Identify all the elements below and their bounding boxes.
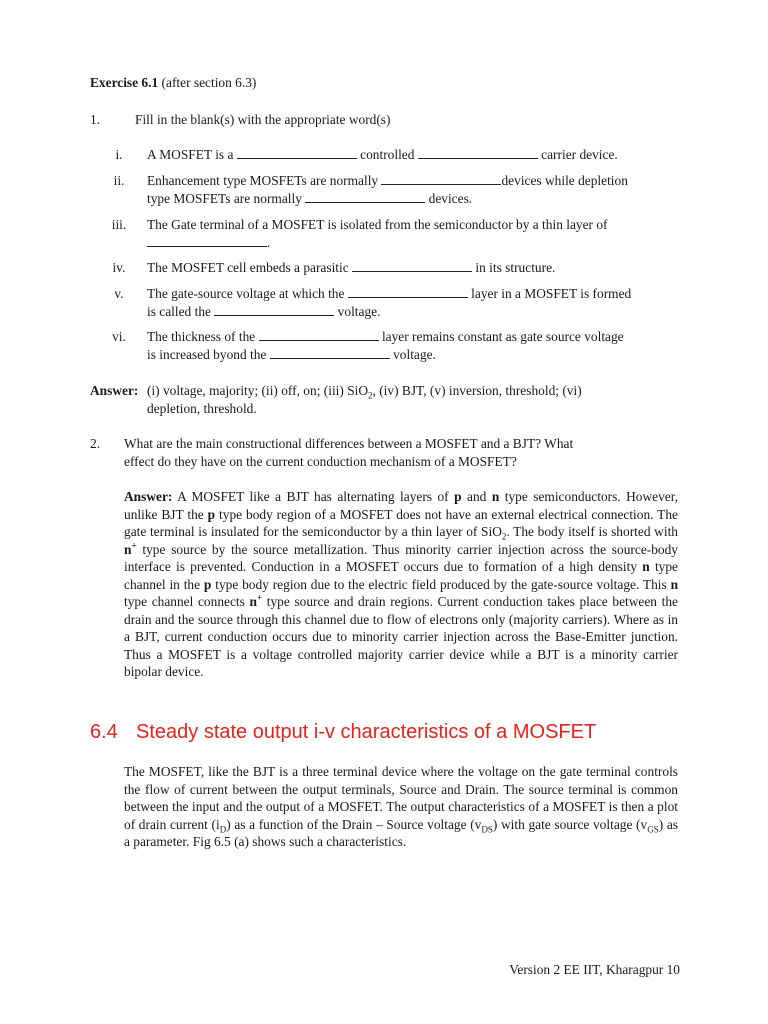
answer-text: . The body itself is shorted with [506, 524, 678, 539]
subscript: 2 [368, 390, 373, 401]
item-text: devices while depletion [501, 173, 628, 188]
answer-blank[interactable] [270, 346, 390, 359]
blank-item-v [147, 285, 687, 320]
section-body [124, 763, 678, 851]
answer-text: type channel in the [124, 559, 678, 592]
question-line: effect do they have on the current conduction mechanism of a MOSFET? [124, 453, 517, 469]
item-text: type MOSFETs are normally [147, 190, 302, 206]
blank-item-i [147, 146, 687, 164]
subscript: GS [647, 824, 659, 835]
q1-answer [147, 382, 687, 417]
item-numeral: iv. [112, 260, 126, 275]
superscript [257, 593, 262, 603]
bold-term: n [670, 576, 679, 592]
bold-term: p [454, 489, 462, 504]
plus-sign: + [131, 540, 137, 551]
answer-blank[interactable] [259, 328, 379, 341]
item-text: controlled [360, 147, 415, 162]
item-text: A MOSFET is a [147, 147, 234, 162]
answer-text: and [467, 489, 487, 504]
blank-item-iv [147, 259, 687, 277]
blank-item-vi [147, 328, 687, 363]
answer-blank[interactable] [418, 146, 538, 159]
item-text: . [267, 234, 271, 250]
answer-text: type channel connects [124, 594, 245, 609]
item-text: is called the [147, 303, 211, 319]
bold-term: n [491, 489, 500, 504]
item-text: Enhancement type MOSFETs are normally [147, 173, 379, 188]
answer-blank[interactable] [305, 190, 425, 203]
item-text: layer in a MOSFET is formed [471, 286, 632, 301]
answer-label: Answer: [124, 489, 173, 504]
item-text: voltage. [337, 303, 381, 319]
answer-blank[interactable] [348, 285, 468, 298]
blank-item-ii [147, 172, 687, 207]
answer-blank[interactable] [237, 146, 357, 159]
section-heading [90, 720, 596, 744]
item-text: The Gate terminal of a MOSFET is isolated from the semiconductor by a thin layer of [147, 217, 608, 232]
answer-text: type source and drain regions. Current conduction takes place between the drain and the source through this channel due to flow of electrons only (majority carriers). Where as in a BJT, current conduction occurs due to minority carrier injection across the Base-Emitter junction. Thus a MOSFET is a voltage controlled majority carrier device while a BJT is a minority carrier bipolar device. [124, 594, 678, 679]
answer-text: type source by the source metallization. Thus minority carrier injection across the source-body interface is prevented. Conduction in a MOSFET occurs due to formation of a high density [124, 541, 678, 574]
body-text: ) with gate source voltage (v [492, 816, 648, 832]
item-numeral: i. [115, 147, 123, 162]
bold-term: n [642, 559, 650, 574]
item-text: The MOSFET cell embeds a parasitic [147, 260, 349, 275]
q2-answer [124, 488, 678, 681]
superscript [131, 540, 136, 550]
answer-text: , (iv) BJT, (v) inversion, threshold; (vi) [372, 383, 582, 398]
bold-term: p [207, 506, 216, 522]
item-text: The thickness of the [147, 329, 256, 344]
item-text: devices. [428, 190, 473, 206]
q1-prompt: Fill in the blank(s) with the appropriate word(s) [135, 112, 391, 127]
q2-question [124, 435, 684, 470]
subscript: DS [481, 824, 493, 835]
bold-term: p [203, 576, 212, 592]
answer-blank[interactable] [381, 172, 501, 185]
item-text: carrier device. [541, 147, 618, 162]
answer-blank[interactable] [214, 303, 334, 316]
answer-text: A MOSFET like a BJT has alternating layers of [177, 489, 449, 504]
bold-term: n [124, 541, 132, 557]
body-text: ) as a function of the Drain – Source voltage (v [226, 816, 482, 832]
body-text: The MOSFET, like the BJT is a three terminal device where the voltage on the gate terminal controls the flow of current between the output terminals, Source and Drain. The source terminal is common between the input and the output of a MOSFET. The output characteristics of a MOSFET is then a plot of drain current (i [124, 764, 678, 832]
answer-text: depletion, threshold. [147, 400, 257, 416]
question-line: What are the main constructional differences between a MOSFET and a BJT? What [124, 436, 574, 451]
bold-term: n [249, 594, 257, 609]
item-text: voltage. [393, 346, 436, 362]
body-text: ) as a parameter. Fig 6.5 (a) shows such a characteristics. [124, 816, 678, 849]
item-text: in its structure. [475, 260, 556, 275]
page-footer: Version 2 EE IIT, Kharagpur 10 [509, 962, 680, 977]
subscript: D [219, 824, 227, 835]
item-text: layer remains constant as gate source voltage [381, 329, 624, 344]
answer-blank[interactable] [147, 234, 267, 247]
q1-number: 1. [90, 112, 101, 127]
item-numeral: vi. [112, 329, 126, 344]
item-numeral: iii. [111, 217, 127, 232]
blank-item-iii [147, 216, 687, 251]
exercise-subtitle: (after section 6.3) [161, 75, 257, 90]
section-title: Steady state output i-v characteristics of a MOSFET [136, 721, 597, 743]
answer-text: (i) voltage, majority; (ii) off, on; (iii) SiO [147, 383, 369, 398]
answer-text: type semiconductors. However, unlike BJT the [124, 489, 679, 522]
item-text: The gate-source voltage at which the [147, 286, 345, 301]
answer-label: Answer: [90, 383, 139, 398]
answer-text: type body region of a MOSFET does not have an external electrical connection. The gate terminal is insulated for the semiconductor by a thin layer of SiO [124, 506, 678, 539]
q2-number: 2. [90, 436, 101, 451]
exercise-title: Exercise 6.1 [90, 75, 159, 90]
item-numeral: v. [114, 286, 124, 301]
answer-blank[interactable] [352, 259, 472, 272]
item-numeral: ii. [113, 173, 125, 188]
exercise-heading [90, 74, 256, 92]
q1-answer-label [90, 382, 138, 400]
subscript: 2 [501, 531, 507, 542]
item-text: is increased byond the [147, 346, 267, 362]
plus-sign: + [256, 592, 263, 603]
section-number: 6.4 [90, 721, 118, 743]
answer-text: type body region due to the electric field produced by the gate-source voltage. This [215, 576, 667, 592]
